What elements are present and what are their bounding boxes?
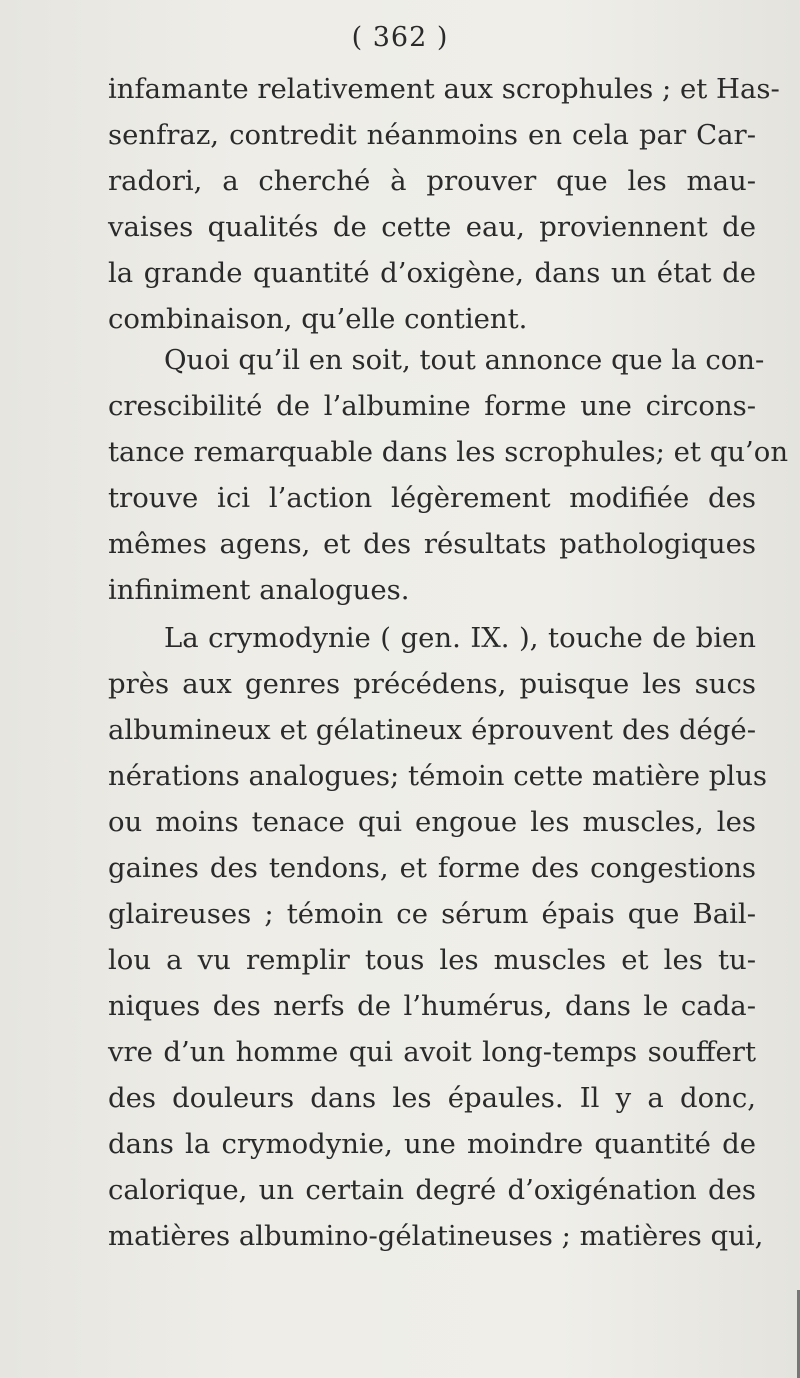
text-line: près aux genres précédens, puisque les sucs <box>108 668 756 700</box>
text-line: glaireuses ; témoin ce sérum épais que Bail- <box>108 898 756 930</box>
text-line: niques des nerfs de l’humérus, dans le cada- <box>108 990 756 1022</box>
page-number-header: ( 362 ) <box>351 22 449 53</box>
text-line: infamante relativement aux scrophules ; et Has- <box>108 73 780 105</box>
text-line: trouve ici l’action légèrement modifiée des <box>108 482 756 514</box>
paragraph-3 <box>108 615 768 1259</box>
text-line: vre d’un homme qui avoit long-temps souffert <box>108 1036 756 1068</box>
text-line: combinaison, qu’elle contient. <box>108 303 528 335</box>
text-line: radori, a cherché à prouver que les mau- <box>108 165 756 197</box>
text-line: vaises qualités de cette eau, proviennent de <box>108 211 756 243</box>
text-line: Quoi qu’il en soit, tout annonce que la con- <box>164 344 765 376</box>
text-line: lou a vu remplir tous les muscles et les tu- <box>108 944 756 976</box>
text-line: calorique, un certain degré d’oxigénation des <box>108 1174 756 1206</box>
text-line: nérations analogues; témoin cette matière plus <box>108 760 768 792</box>
text-line: ou moins tenace qui engoue les muscles, les <box>108 806 756 838</box>
text-line: mêmes agens, et des résultats pathologiques <box>108 528 756 560</box>
text-line: La crymodynie ( gen. IX. ), touche de bien <box>164 622 756 654</box>
text-line: senfraz, contredit néanmoins en cela par Car- <box>108 119 756 151</box>
text-line: des douleurs dans les épaules. Il y a donc, <box>108 1082 756 1114</box>
text-line: matières albumino-gélatineuses ; matières qui, <box>108 1220 764 1252</box>
text-line: albumineux et gélatineux éprouvent des dégé- <box>108 714 756 746</box>
text-line: la grande quantité d’oxigène, dans un état de <box>108 257 756 289</box>
text-line: dans la crymodynie, une moindre quantité de <box>108 1128 756 1160</box>
text-line: crescibilité de l’albumine forme une circons- <box>108 390 756 422</box>
paragraph-2 <box>108 337 789 613</box>
text-line: infiniment analogues. <box>108 574 410 606</box>
text-line: tance remarquable dans les scrophules; et qu’on <box>108 436 789 468</box>
text-line: gaines des tendons, et forme des congestions <box>108 852 756 884</box>
paragraph-1 <box>108 66 780 342</box>
